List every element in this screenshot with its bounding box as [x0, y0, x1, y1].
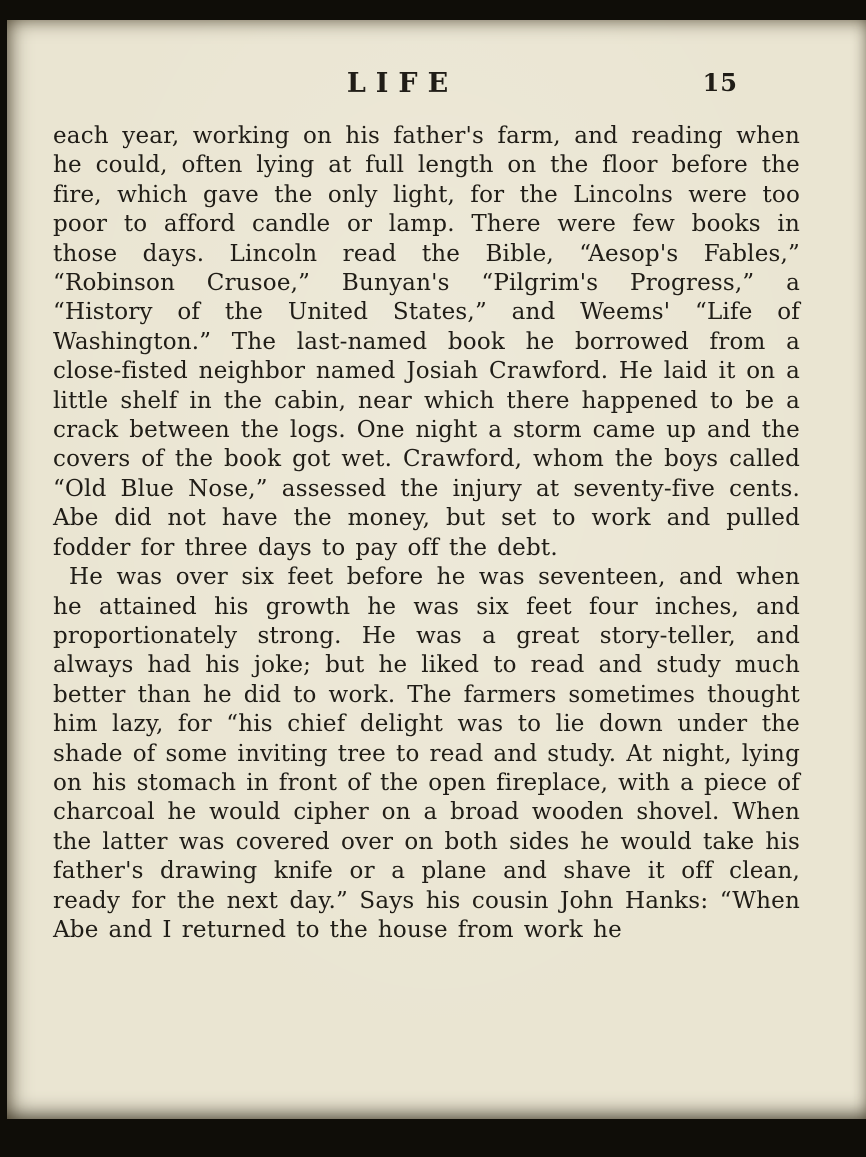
- text-column: [53, 20, 800, 945]
- book-page-scan: [7, 20, 866, 1119]
- page-number: 15: [702, 68, 738, 97]
- page-header: [53, 20, 800, 108]
- paragraph-continuation: each year, working on his father's farm, and reading when he could, often lying at full length on the floor before the fire, which gave the only light, for the Lincolns were too poor to afford candle or lamp. There were few books in those days. Lincoln read the Bible, “Aesop's Fables,” “Robinson Crusoe,” Bunyan's “Pilgrim's Progress,” a “History of the United States,” and Weems' “Life of Washington.” The last-named book he borrowed from a close-fisted neighbor named Josiah Crawford. He laid it on a little shelf in the cabin, near which there happened to be a crack between the logs. One night a storm came up and the covers of the book got wet. Crawford, whom the boys called “Old Blue Nose,” assessed the injury at seventy-five cents. Abe did not have the money, but set to work and pulled fodder for three days to pay off the debt.: [53, 123, 800, 561]
- paragraph: He was over six feet before he was seventeen, and when he attained his growth he was six feet four inches, and proportionately strong. He was a great story-teller, and always had his joke; but he liked to read and study much better than he did to work. The farmers sometimes thought him lazy, for “his chief delight was to lie down under the shade of some inviting tree to read and study. At night, lying on his stomach in front of the open fireplace, with a piece of charcoal he would cipher on a broad wooden shovel. When the latter was covered over on both sides he would take his father's drawing knife or a plane and shave it off clean, ready for the next day.” Says his cousin John Hanks: “When Abe and I returned to the house from work he: [53, 564, 800, 943]
- body-text: [53, 122, 800, 945]
- running-title: LIFE: [346, 68, 459, 99]
